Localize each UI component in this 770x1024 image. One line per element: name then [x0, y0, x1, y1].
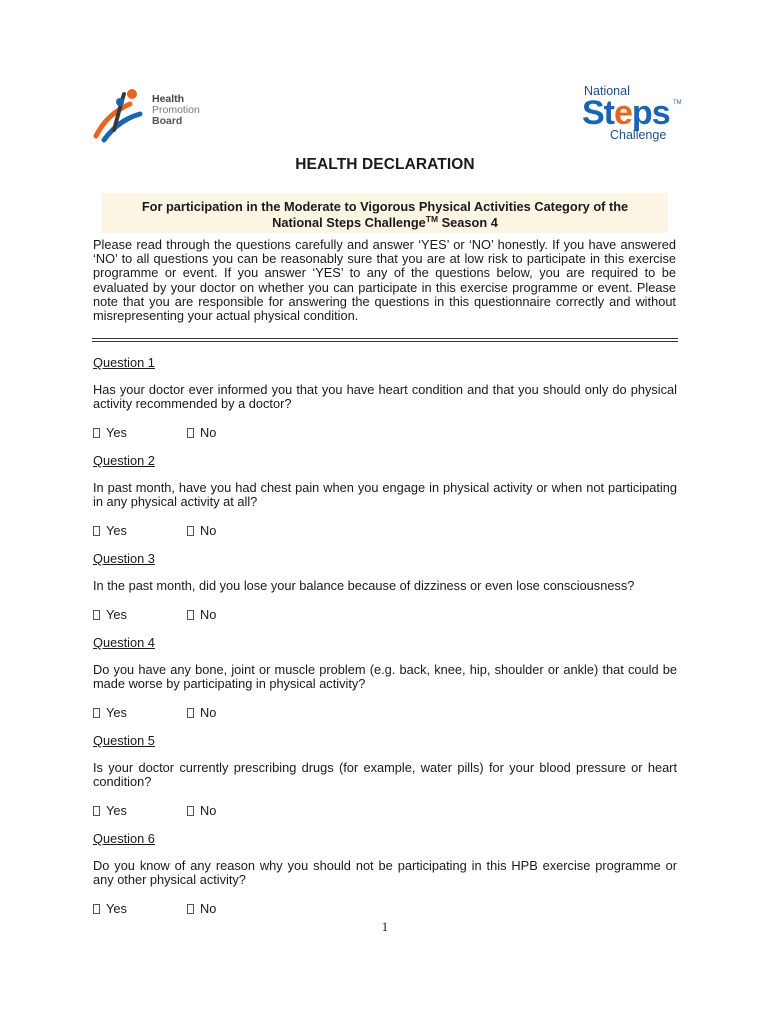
option-label: No: [200, 523, 217, 538]
question-5-yes-option[interactable]: [93, 803, 127, 818]
question-6-heading: Question 6: [93, 831, 155, 846]
checkbox-icon[interactable]: [187, 904, 194, 914]
checkbox-icon[interactable]: [93, 904, 100, 914]
question-1-text: Has your doctor ever informed you that you have heart condition and that you should only do physical activity recommended by a doctor?: [93, 382, 677, 412]
question-4-text: Do you have any bone, joint or muscle problem (e.g. back, knee, hip, shoulder or ankle) that could be made worse by participating in physical activity?: [93, 662, 677, 692]
hpb-logo-mark-icon: [90, 86, 150, 144]
question-4-yes-option[interactable]: [93, 705, 127, 720]
document-title: HEALTH DECLARATION: [295, 156, 475, 173]
question-1-no-option[interactable]: [187, 425, 216, 440]
question-3-heading: Question 3: [93, 551, 155, 566]
divider-line: [92, 338, 678, 339]
question-5-heading: Question 5: [93, 733, 155, 748]
option-label: Yes: [106, 803, 127, 818]
divider-line: [92, 341, 678, 342]
hpb-logo-line3: Board: [152, 115, 183, 127]
question-2-heading: Question 2: [93, 453, 155, 468]
question-6-no-option[interactable]: [187, 901, 216, 916]
checkbox-icon[interactable]: [187, 806, 194, 816]
checkbox-icon[interactable]: [93, 708, 100, 718]
option-label: No: [200, 607, 217, 622]
subtitle-tm: TM: [425, 214, 439, 224]
question-4-heading: Question 4: [93, 635, 155, 650]
page-number: 1: [381, 920, 389, 934]
question-3-no-option[interactable]: [187, 607, 216, 622]
question-1-yes-option[interactable]: [93, 425, 127, 440]
checkbox-icon[interactable]: [187, 526, 194, 536]
question-1-heading: Question 1: [93, 355, 155, 370]
subtitle-line2-suffix: Season 4: [438, 215, 498, 230]
option-label: No: [200, 425, 217, 440]
question-6-text: Do you know of any reason why you should not be participating in this HPB exercise programme or any other physical activity?: [93, 858, 677, 888]
question-5-text: Is your doctor currently prescribing drugs (for example, water pills) for your blood pressure or heart condition?: [93, 760, 677, 790]
nsc-steps-part-a: St: [582, 94, 614, 132]
checkbox-icon[interactable]: [93, 806, 100, 816]
intro-paragraph: Please read through the questions carefully and answer ‘YES’ or ‘NO’ honestly. If you have answered ‘NO’ to all questions you can be reasonably sure that you are at low risk to participate in this exercise programme or event. If you answer ‘YES’ to any of the questions below, you are required to be evaluated by your doctor on whether you can participate in this exercise programme or event. Please note that you are responsible for answering the questions in this questionnaire correctly and without misrepresenting your actual physical condition.: [93, 237, 676, 324]
hpb-logo: [90, 86, 215, 144]
question-2-no-option[interactable]: [187, 523, 216, 538]
nsc-logo-national: National: [584, 84, 630, 98]
hpb-logo-line1: Health: [152, 93, 185, 105]
option-label: Yes: [106, 523, 127, 538]
question-4-no-option[interactable]: [187, 705, 216, 720]
nsc-steps-part-b: ps: [631, 94, 670, 132]
checkbox-icon[interactable]: [93, 610, 100, 620]
nsc-logo-challenge: Challenge: [610, 128, 667, 142]
checkbox-icon[interactable]: [187, 610, 194, 620]
checkbox-icon[interactable]: [187, 428, 194, 438]
option-label: Yes: [106, 705, 127, 720]
subtitle-line2-prefix: National Steps Challenge: [272, 215, 426, 230]
checkbox-icon[interactable]: [187, 708, 194, 718]
option-label: No: [200, 901, 217, 916]
option-label: No: [200, 803, 217, 818]
option-label: Yes: [106, 607, 127, 622]
hpb-logo-text: [152, 94, 200, 127]
option-label: Yes: [106, 901, 127, 916]
option-label: No: [200, 705, 217, 720]
checkbox-icon[interactable]: [93, 526, 100, 536]
question-2-text: In past month, have you had chest pain when you engage in physical activity or when not participating in any physical activity at all?: [93, 480, 677, 510]
question-2-yes-option[interactable]: [93, 523, 127, 538]
option-label: Yes: [106, 425, 127, 440]
subtitle-line2: [102, 215, 668, 231]
question-3-yes-option[interactable]: [93, 607, 127, 622]
nsc-steps-part-e: e: [614, 94, 632, 132]
hpb-logo-line2: Promotion: [152, 104, 200, 116]
question-5-no-option[interactable]: [187, 803, 216, 818]
subtitle-line1: For participation in the Moderate to Vigorous Physical Activities Category of the: [141, 199, 629, 214]
national-steps-challenge-logo: [580, 84, 680, 144]
question-3-text: In the past month, did you lose your balance because of dizziness or even lose consciousness?: [93, 578, 635, 593]
nsc-logo-tm: TM: [673, 100, 682, 106]
question-6-yes-option[interactable]: [93, 901, 127, 916]
checkbox-icon[interactable]: [93, 428, 100, 438]
document-subtitle: [102, 199, 668, 231]
